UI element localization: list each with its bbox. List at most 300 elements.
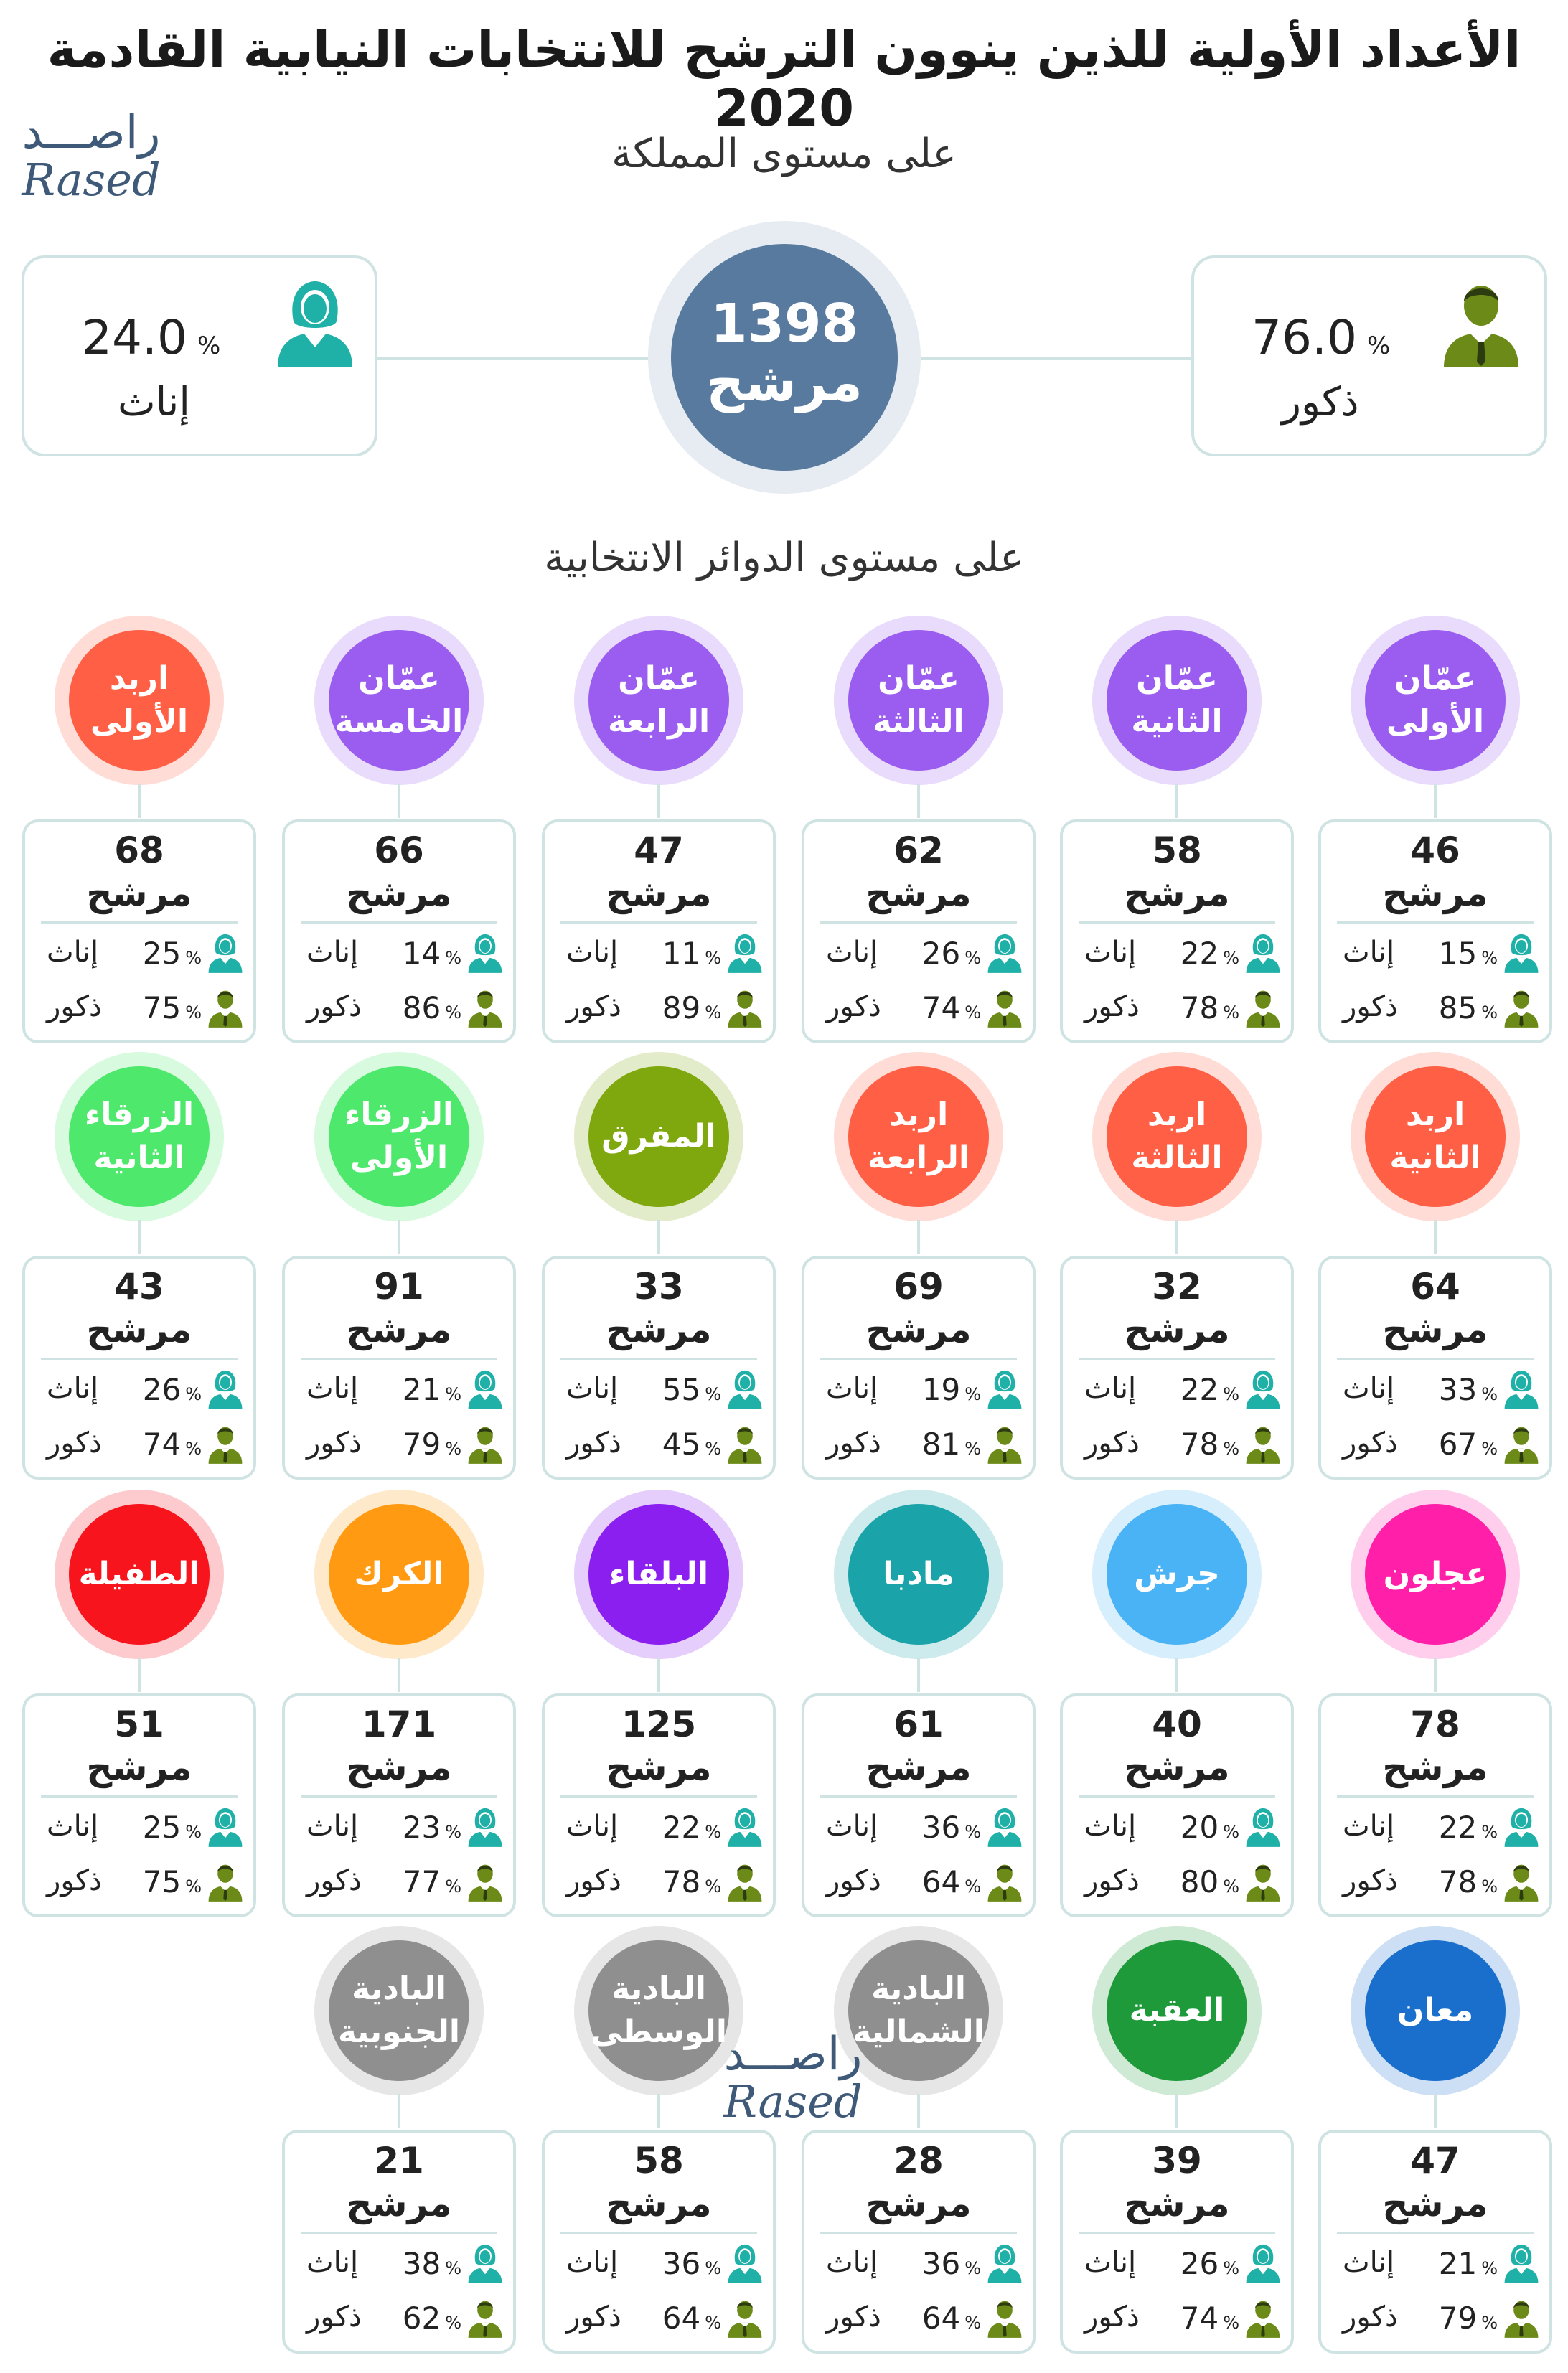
- district-4-female-pct: 11 %: [662, 936, 721, 971]
- district-11-name-line1: الزرقاء: [344, 1096, 454, 1133]
- district-6-name-circle: [69, 630, 210, 771]
- district-19-name-circle: [1365, 1940, 1506, 2081]
- district-9-connector: [917, 1220, 920, 1254]
- district-8-female-row: [1074, 1366, 1282, 1412]
- female-icon: [206, 1807, 245, 1847]
- male-icon: [985, 2298, 1024, 2338]
- district-1-connector: [1434, 784, 1437, 818]
- district-12-card: [22, 1256, 256, 1480]
- district-14-name-circle: [1107, 1504, 1247, 1645]
- district-12-name-line1: الزرقاء: [84, 1096, 194, 1133]
- district-20-name-line1: العقبة: [1129, 1992, 1225, 2029]
- district-5-male-row: [296, 985, 504, 1030]
- district-4-count-word: مرشح: [606, 873, 712, 914]
- district-1-separator: [1337, 921, 1534, 924]
- logo-english: Rased: [22, 154, 161, 206]
- district-23-badge: [314, 1926, 484, 2095]
- district-19-separator: [1337, 2232, 1534, 2234]
- district-20-count-word: مرشح: [1124, 2183, 1230, 2224]
- district-12-badge: [55, 1052, 224, 1221]
- district-20-separator: [1079, 2232, 1275, 2234]
- district-23-name-circle: [329, 1940, 469, 2081]
- district-3-badge: [834, 616, 1003, 785]
- district-1-count: 46: [1410, 830, 1460, 871]
- district-6-count-word: مرشح: [86, 873, 192, 914]
- district-15-separator: [820, 1795, 1017, 1798]
- district-21-female-row: [816, 2240, 1024, 2286]
- district-23-male-pct: 62 %: [402, 2301, 461, 2336]
- female-icon: [1502, 1369, 1541, 1409]
- district-20-count: 39: [1152, 2140, 1202, 2181]
- female-icon: [206, 933, 245, 973]
- female-icon: [726, 2243, 764, 2283]
- district-16-connector: [657, 1658, 660, 1692]
- male-icon: [1502, 2298, 1541, 2338]
- district-21-separator: [820, 2232, 1017, 2234]
- district-10-count-word: مرشح: [606, 1309, 712, 1350]
- district-22-male-pct: 64 %: [662, 2301, 721, 2336]
- male-icon: [985, 1424, 1024, 1464]
- district-5-count: 66: [374, 830, 424, 871]
- district-13-male-pct: 78 %: [1438, 1864, 1498, 1899]
- district-3-male-label: ذكور: [826, 990, 881, 1023]
- female-icon: [985, 933, 1024, 973]
- district-1-female-pct: 15 %: [1438, 936, 1498, 971]
- district-22-count: 58: [634, 2140, 684, 2181]
- district-6-name-line2: الأولى: [90, 703, 189, 740]
- district-10-female-pct: 55 %: [662, 1372, 721, 1407]
- district-10-separator: [560, 1358, 757, 1360]
- district-11-male-pct: 79 %: [402, 1427, 461, 1462]
- female-icon: [1244, 933, 1282, 973]
- districts-heading: على مستوى الدوائر الانتخابية: [544, 535, 1024, 581]
- district-11-male-label: ذكور: [306, 1427, 362, 1460]
- district-20-badge: [1092, 1926, 1262, 2095]
- district-23-count-word: مرشح: [346, 2183, 452, 2224]
- district-11-name-circle: [329, 1066, 469, 1207]
- district-18-count: 51: [114, 1704, 164, 1745]
- district-20-female-label: إناث: [1084, 2246, 1137, 2279]
- district-23-female-label: إناث: [306, 2246, 359, 2279]
- female-icon: [1502, 2243, 1541, 2283]
- district-22-separator: [560, 2232, 757, 2234]
- district-15-female-pct: 36 %: [921, 1810, 981, 1845]
- district-23-name-line1: البادية: [352, 1970, 446, 2007]
- district-14-female-pct: 20 %: [1180, 1810, 1239, 1845]
- male-icon: [726, 1861, 764, 1902]
- district-18-male-pct: 75 %: [142, 1864, 202, 1899]
- district-14-card: [1060, 1693, 1294, 1917]
- district-3-male-row: [816, 985, 1024, 1030]
- district-2-separator: [1079, 921, 1275, 924]
- district-20-female-row: [1074, 2240, 1282, 2286]
- female-icon: [466, 1807, 504, 1847]
- district-17-name-circle: [329, 1504, 469, 1645]
- district-17-male-row: [296, 1859, 504, 1904]
- district-16-badge: [574, 1490, 743, 1659]
- district-9-count: 69: [893, 1266, 944, 1307]
- district-21-name-line1: البادية: [871, 1970, 966, 2007]
- district-13-count: 78: [1410, 1704, 1460, 1745]
- kpi-connector-left: [377, 357, 650, 360]
- district-21-female-pct: 36 %: [921, 2246, 981, 2281]
- district-13-name-line1: عجلون: [1383, 1556, 1488, 1592]
- district-7-separator: [1337, 1358, 1534, 1360]
- district-3-count: 62: [893, 830, 944, 871]
- district-12-male-row: [37, 1421, 245, 1467]
- male-icon: [466, 1424, 504, 1464]
- district-12-count: 43: [114, 1266, 164, 1307]
- district-14-connector: [1175, 1658, 1178, 1692]
- district-19-connector: [1434, 2094, 1437, 2128]
- district-4-connector: [657, 784, 660, 818]
- district-19-male-label: ذكور: [1343, 2301, 1398, 2334]
- male-icon: [1244, 2298, 1282, 2338]
- female-icon: [985, 2243, 1024, 2283]
- district-7-male-label: ذكور: [1343, 1427, 1398, 1460]
- district-10-name-line1: المفرق: [601, 1118, 716, 1155]
- male-icon: [726, 1424, 764, 1464]
- district-10-name-circle: [588, 1066, 729, 1207]
- district-9-female-pct: 19 %: [921, 1372, 981, 1407]
- district-20-name-circle: [1107, 1940, 1247, 2081]
- district-3-count-word: مرشح: [865, 873, 972, 914]
- logo-english-bottom: Rased: [723, 2075, 863, 2128]
- district-16-male-pct: 78 %: [662, 1864, 721, 1899]
- district-8-male-row: [1074, 1421, 1282, 1467]
- district-19-name-line1: معان: [1396, 1992, 1474, 2029]
- male-icon: [1244, 987, 1282, 1028]
- district-11-connector: [398, 1220, 400, 1254]
- district-1-name-line2: الأولى: [1386, 703, 1485, 740]
- female-icon: [206, 1369, 245, 1409]
- district-21-connector: [917, 2094, 920, 2128]
- male-icon: [1244, 1861, 1282, 1902]
- male-icon: [1244, 1424, 1282, 1464]
- district-11-name-line2: الأولى: [349, 1139, 449, 1176]
- district-18-count-word: مرشح: [86, 1747, 192, 1788]
- kingdom-total-word: مرشح: [706, 352, 863, 413]
- district-16-male-label: ذكور: [566, 1864, 621, 1897]
- district-12-male-label: ذكور: [47, 1427, 102, 1460]
- district-5-female-row: [296, 930, 504, 976]
- district-14-count-word: مرشح: [1124, 1747, 1230, 1788]
- district-13-male-row: [1333, 1859, 1541, 1904]
- district-9-name-line2: الرابعة: [867, 1139, 970, 1176]
- district-20-male-pct: 74 %: [1180, 2301, 1239, 2336]
- district-3-card: [802, 819, 1036, 1043]
- district-3-female-pct: 26 %: [921, 936, 981, 971]
- district-4-count: 47: [634, 830, 684, 871]
- district-15-male-row: [816, 1859, 1024, 1904]
- district-4-female-label: إناث: [566, 936, 619, 969]
- male-icon: [1502, 987, 1541, 1028]
- district-2-card: [1060, 819, 1294, 1043]
- district-16-card: [542, 1693, 776, 1917]
- district-22-name-line2: الوسطى: [591, 2013, 727, 2050]
- district-14-female-label: إناث: [1084, 1810, 1137, 1843]
- district-11-card: [282, 1256, 516, 1480]
- district-20-male-label: ذكور: [1084, 2301, 1140, 2334]
- district-4-name-circle: [588, 630, 729, 771]
- district-10-male-pct: 45 %: [662, 1427, 721, 1462]
- district-5-name-line2: الخامسة: [334, 703, 464, 740]
- district-22-connector: [657, 2094, 660, 2128]
- district-18-female-row: [37, 1804, 245, 1850]
- district-22-count-word: مرشح: [606, 2183, 712, 2224]
- female-icon: [466, 2243, 504, 2283]
- district-17-female-pct: 23 %: [402, 1810, 461, 1845]
- district-1-male-row: [1333, 985, 1541, 1030]
- district-10-badge: [574, 1052, 743, 1221]
- kingdom-male-label: ذكور: [1282, 379, 1359, 426]
- district-19-male-row: [1333, 2295, 1541, 2341]
- district-18-name-circle: [69, 1504, 210, 1645]
- district-16-female-row: [556, 1804, 764, 1850]
- district-1-name-line1: عمّان: [1394, 660, 1476, 697]
- district-13-male-label: ذكور: [1343, 1864, 1398, 1897]
- district-11-badge: [314, 1052, 484, 1221]
- district-2-male-pct: 78 %: [1180, 990, 1239, 1025]
- district-18-separator: [41, 1795, 238, 1798]
- district-17-female-label: إناث: [306, 1810, 359, 1843]
- female-icon: [1502, 933, 1541, 973]
- district-14-name-line1: جرش: [1134, 1556, 1220, 1592]
- district-23-separator: [301, 2232, 497, 2234]
- district-14-count: 40: [1152, 1704, 1202, 1745]
- district-2-connector: [1175, 784, 1178, 818]
- district-1-female-label: إناث: [1343, 936, 1395, 969]
- district-16-name-line1: البلقاء: [609, 1556, 709, 1592]
- district-21-count: 28: [893, 2140, 944, 2181]
- male-icon: [985, 987, 1024, 1028]
- district-15-name-circle: [848, 1504, 989, 1645]
- rased-logo-bottom: [707, 2028, 879, 2128]
- district-13-female-pct: 22 %: [1438, 1810, 1498, 1845]
- female-icon: [985, 1807, 1024, 1847]
- district-11-female-pct: 21 %: [402, 1372, 461, 1407]
- district-22-female-row: [556, 2240, 764, 2286]
- district-17-name-line1: الكرك: [354, 1556, 444, 1592]
- district-8-name-line2: الثالثة: [1131, 1139, 1223, 1176]
- male-icon: [206, 1424, 245, 1464]
- district-2-male-row: [1074, 985, 1282, 1030]
- kingdom-female-pct: 24.0 %: [82, 310, 221, 365]
- district-17-card: [282, 1693, 516, 1917]
- district-5-card: [282, 819, 516, 1043]
- district-11-male-row: [296, 1421, 504, 1467]
- district-8-separator: [1079, 1358, 1275, 1360]
- district-12-female-row: [37, 1366, 245, 1412]
- district-18-connector: [138, 1658, 141, 1692]
- district-1-count-word: مرشح: [1382, 873, 1488, 914]
- district-5-name-circle: [329, 630, 469, 771]
- male-icon: [466, 987, 504, 1028]
- district-7-male-pct: 67 %: [1438, 1427, 1498, 1462]
- district-10-card: [542, 1256, 776, 1480]
- district-14-separator: [1079, 1795, 1275, 1798]
- district-20-connector: [1175, 2094, 1178, 2128]
- district-21-male-label: ذكور: [826, 2301, 881, 2334]
- district-3-name-circle: [848, 630, 989, 771]
- district-2-female-label: إناث: [1084, 936, 1137, 969]
- district-3-separator: [820, 921, 1017, 924]
- district-19-badge: [1351, 1926, 1520, 2095]
- district-2-female-pct: 22 %: [1180, 936, 1239, 971]
- district-6-count: 68: [114, 830, 164, 871]
- male-icon: [726, 2298, 764, 2338]
- district-13-connector: [1434, 1658, 1437, 1692]
- district-8-male-pct: 78 %: [1180, 1427, 1239, 1462]
- kingdom-male-pct: 76.0 %: [1252, 310, 1391, 365]
- district-14-male-pct: 80 %: [1180, 1864, 1239, 1899]
- district-21-male-row: [816, 2295, 1024, 2341]
- district-5-connector: [398, 784, 400, 818]
- district-5-count-word: مرشح: [346, 873, 452, 914]
- logo-arabic-bottom: راصـــد: [723, 2028, 863, 2081]
- district-18-badge: [55, 1490, 224, 1659]
- district-8-name-line1: اربد: [1147, 1096, 1207, 1133]
- district-21-name-line2: الشمالية: [853, 2013, 985, 2050]
- kingdom-female-label: إناث: [118, 379, 190, 426]
- district-18-female-pct: 25 %: [142, 1810, 202, 1845]
- district-10-male-row: [556, 1421, 764, 1467]
- kingdom-total-inner: [671, 244, 898, 471]
- district-16-female-label: إناث: [566, 1810, 619, 1843]
- district-20-male-row: [1074, 2295, 1282, 2341]
- district-6-female-pct: 25 %: [142, 936, 202, 971]
- female-icon: [1244, 1807, 1282, 1847]
- male-person-icon: [1438, 278, 1524, 367]
- district-13-separator: [1337, 1795, 1534, 1798]
- district-19-female-pct: 21 %: [1438, 2246, 1498, 2281]
- female-icon: [726, 1807, 764, 1847]
- district-12-female-pct: 26 %: [142, 1372, 202, 1407]
- district-17-count: 171: [361, 1704, 437, 1745]
- district-10-female-row: [556, 1366, 764, 1412]
- district-16-male-row: [556, 1859, 764, 1904]
- district-6-name-line1: اربد: [109, 660, 169, 697]
- district-6-badge: [55, 616, 224, 785]
- district-17-count-word: مرشح: [346, 1747, 452, 1788]
- district-7-name-line1: اربد: [1405, 1096, 1465, 1133]
- district-10-connector: [657, 1220, 660, 1254]
- district-14-female-row: [1074, 1804, 1282, 1850]
- district-11-female-label: إناث: [306, 1372, 359, 1405]
- district-8-count: 32: [1152, 1266, 1202, 1307]
- district-23-count: 21: [374, 2140, 424, 2181]
- district-22-female-pct: 36 %: [662, 2246, 721, 2281]
- district-1-male-label: ذكور: [1343, 990, 1398, 1023]
- district-13-card: [1318, 1693, 1552, 1917]
- district-11-separator: [301, 1358, 497, 1360]
- district-16-separator: [560, 1795, 757, 1798]
- district-4-name-line1: عمّان: [618, 660, 700, 697]
- female-icon: [466, 933, 504, 973]
- district-9-female-label: إناث: [826, 1372, 878, 1405]
- district-7-count-word: مرشح: [1382, 1309, 1488, 1350]
- male-icon: [206, 987, 245, 1028]
- district-21-count-word: مرشح: [865, 2183, 972, 2224]
- district-20-card: [1060, 2130, 1294, 2354]
- district-2-name-line2: الثانية: [1131, 703, 1223, 740]
- district-1-badge: [1351, 616, 1520, 785]
- district-2-name-circle: [1107, 630, 1247, 771]
- district-23-card: [282, 2130, 516, 2354]
- district-12-name-circle: [69, 1066, 210, 1207]
- district-15-female-label: إناث: [826, 1810, 878, 1843]
- district-7-female-pct: 33 %: [1438, 1372, 1498, 1407]
- district-15-male-label: ذكور: [826, 1864, 881, 1897]
- district-23-name-line2: الجنوبية: [337, 2013, 461, 2050]
- district-7-female-row: [1333, 1366, 1541, 1412]
- male-icon: [985, 1861, 1024, 1902]
- district-19-male-pct: 79 %: [1438, 2301, 1498, 2336]
- district-18-male-label: ذكور: [47, 1864, 102, 1897]
- district-4-female-row: [556, 930, 764, 976]
- district-2-badge: [1092, 616, 1262, 785]
- district-4-male-pct: 89 %: [662, 990, 721, 1025]
- district-4-name-line2: الرابعة: [607, 703, 710, 740]
- district-19-count-word: مرشح: [1382, 2183, 1488, 2224]
- district-22-female-label: إناث: [566, 2246, 619, 2279]
- district-16-count-word: مرشح: [606, 1747, 712, 1788]
- district-23-male-label: ذكور: [306, 2301, 362, 2334]
- district-17-separator: [301, 1795, 497, 1798]
- female-icon: [985, 1369, 1024, 1409]
- district-23-connector: [398, 2094, 400, 2128]
- district-15-count: 61: [893, 1704, 944, 1745]
- district-10-male-label: ذكور: [566, 1427, 621, 1460]
- district-12-count-word: مرشح: [86, 1309, 192, 1350]
- district-15-badge: [834, 1490, 1003, 1659]
- district-12-female-label: إناث: [47, 1372, 99, 1405]
- district-22-male-row: [556, 2295, 764, 2341]
- district-7-card: [1318, 1256, 1552, 1480]
- district-9-male-row: [816, 1421, 1024, 1467]
- district-7-name-line2: الثانية: [1389, 1139, 1481, 1176]
- district-23-male-row: [296, 2295, 504, 2341]
- kingdom-total-circle: [648, 221, 921, 494]
- district-14-badge: [1092, 1490, 1262, 1659]
- district-3-name-line1: عمّان: [878, 660, 959, 697]
- female-person-icon: [272, 278, 358, 367]
- district-8-male-label: ذكور: [1084, 1427, 1140, 1460]
- logo-arabic: راصـــد: [22, 106, 161, 159]
- district-13-female-label: إناث: [1343, 1810, 1395, 1843]
- female-icon: [726, 933, 764, 973]
- district-18-name-line1: الطفيلة: [78, 1556, 200, 1592]
- district-9-card: [802, 1256, 1036, 1480]
- district-12-name-line2: الثانية: [93, 1139, 185, 1176]
- district-14-male-label: ذكور: [1084, 1864, 1140, 1897]
- district-11-count: 91: [374, 1266, 424, 1307]
- district-5-female-pct: 14 %: [402, 936, 461, 971]
- district-5-male-pct: 86 %: [402, 990, 461, 1025]
- district-9-badge: [834, 1052, 1003, 1221]
- district-8-name-circle: [1107, 1066, 1247, 1207]
- district-7-male-row: [1333, 1421, 1541, 1467]
- district-1-card: [1318, 819, 1552, 1043]
- district-17-female-row: [296, 1804, 504, 1850]
- district-4-male-row: [556, 985, 764, 1030]
- district-8-connector: [1175, 1220, 1178, 1254]
- district-8-female-pct: 22 %: [1180, 1372, 1239, 1407]
- district-5-separator: [301, 921, 497, 924]
- male-icon: [1502, 1424, 1541, 1464]
- district-7-badge: [1351, 1052, 1520, 1221]
- district-10-count: 33: [634, 1266, 684, 1307]
